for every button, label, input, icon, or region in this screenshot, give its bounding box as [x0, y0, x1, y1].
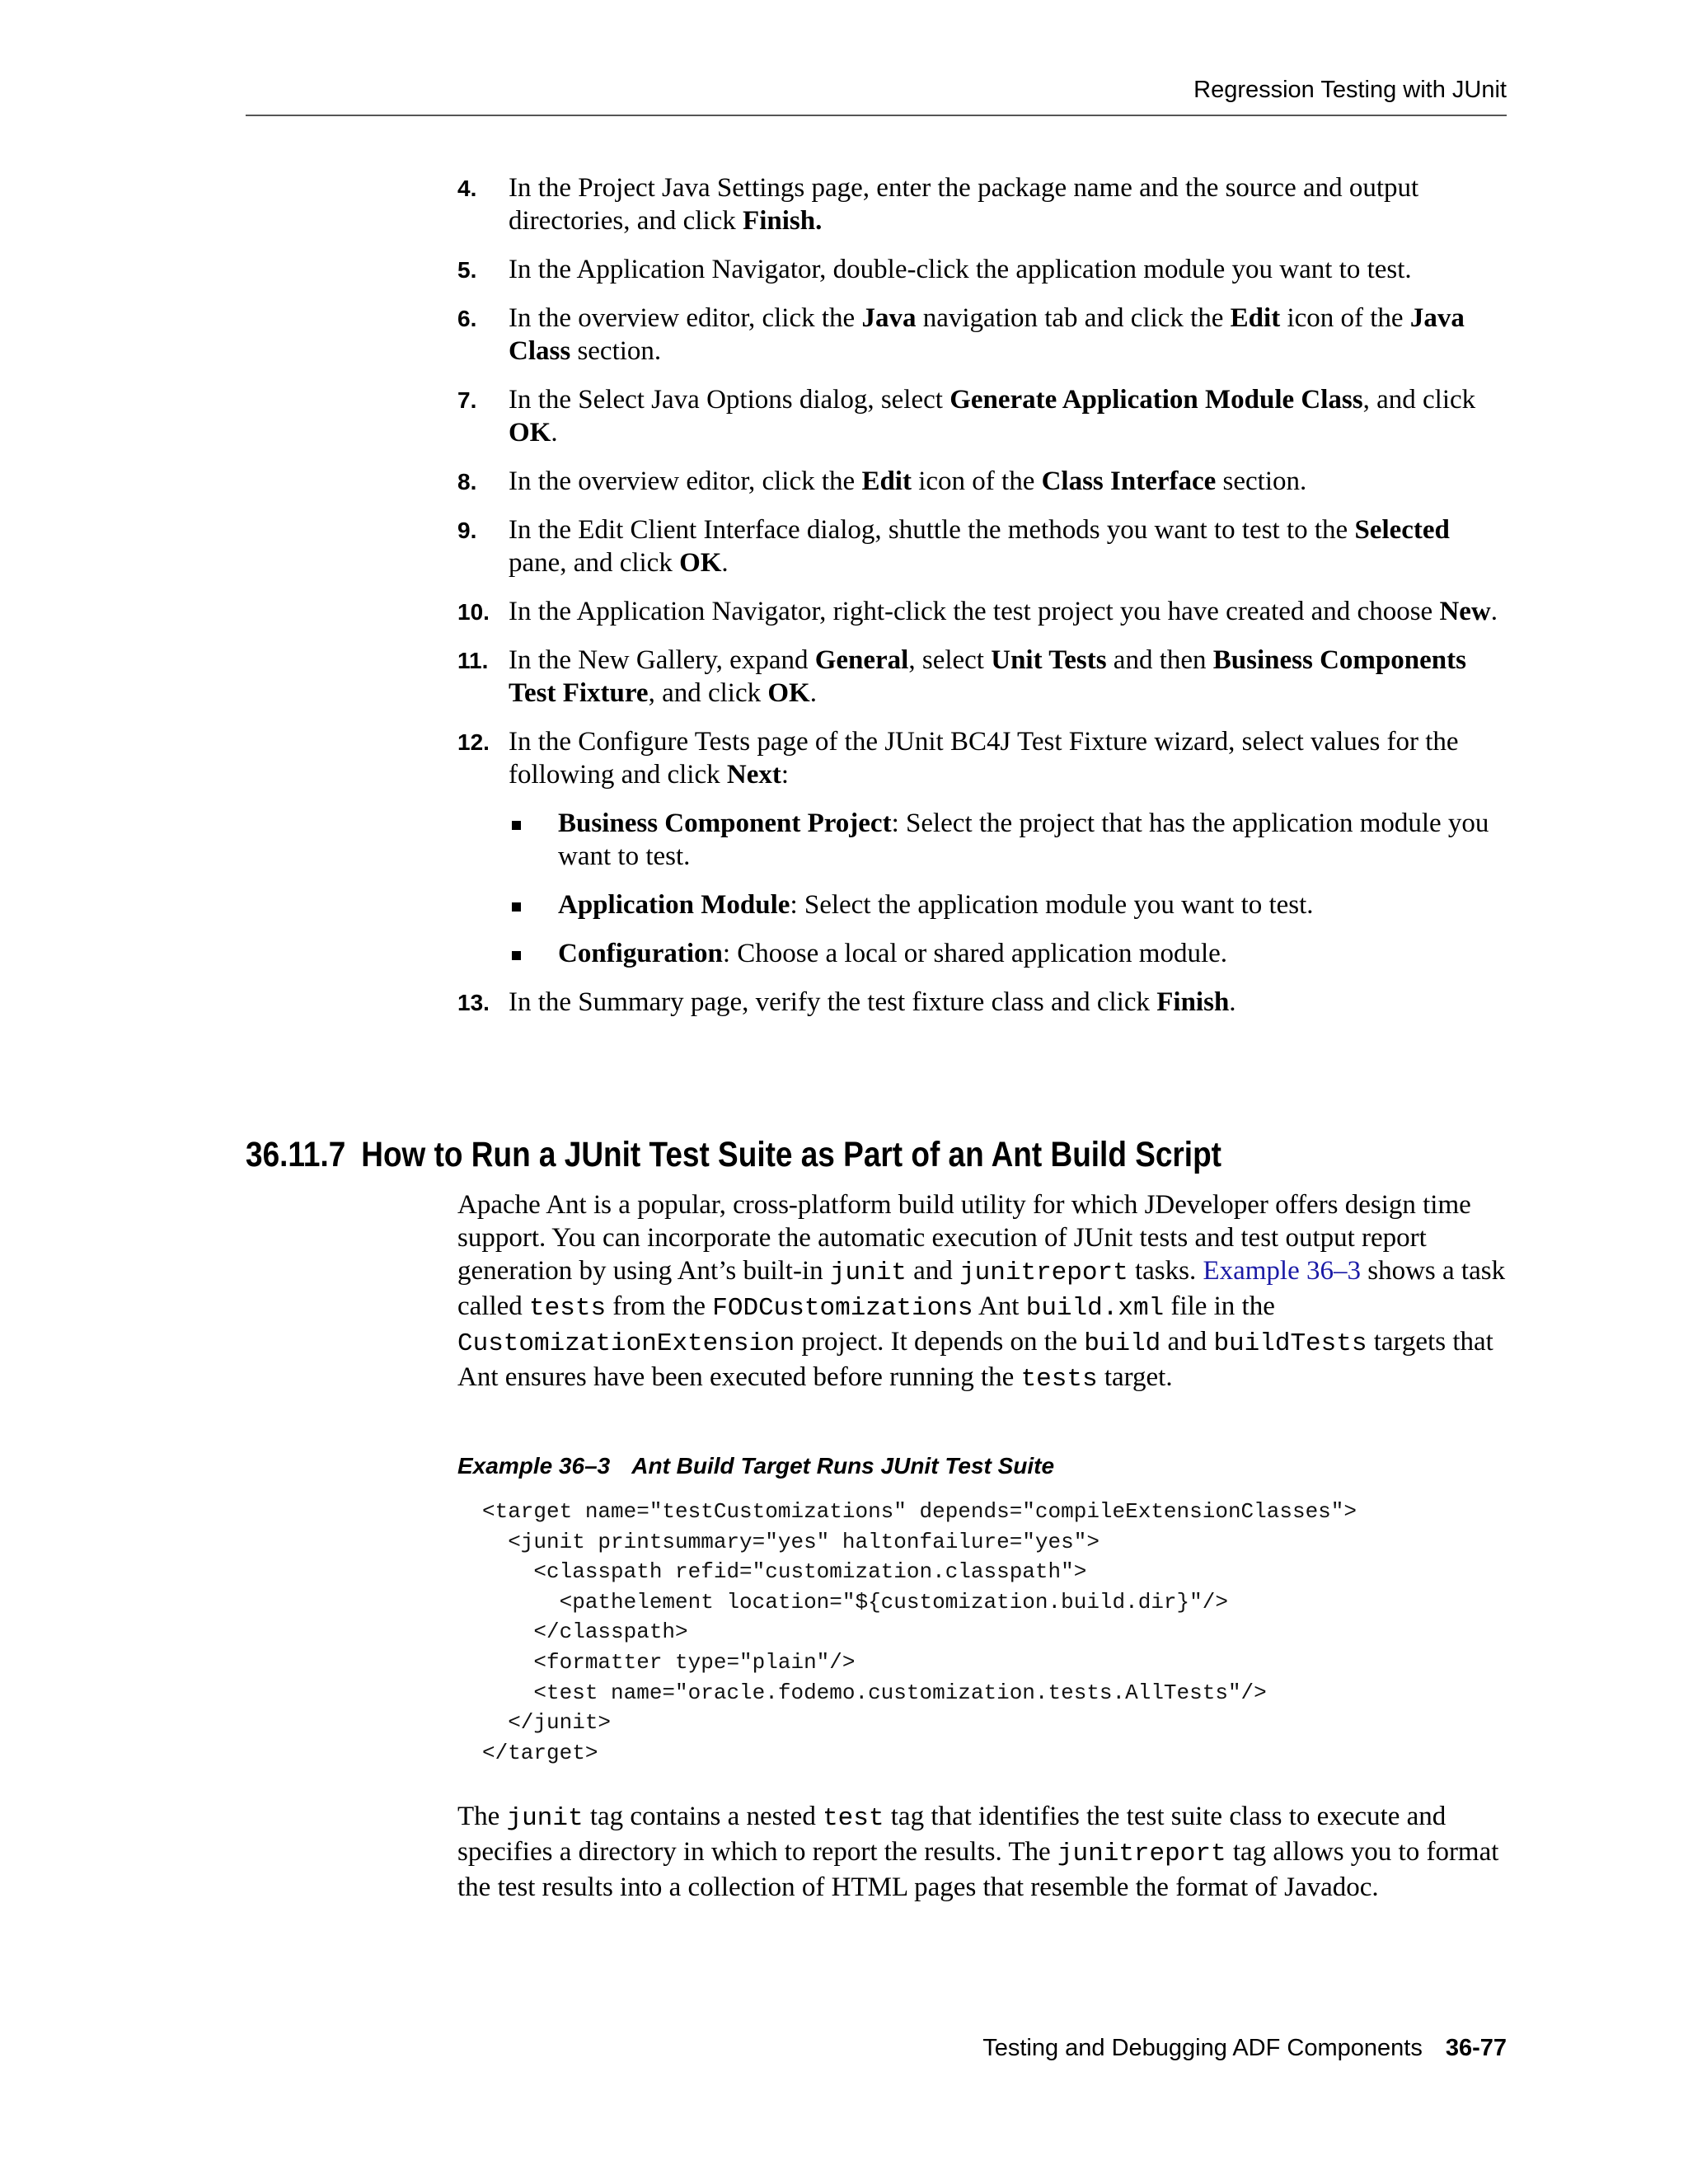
text-run: Ant	[973, 1291, 1026, 1321]
bold-term: OK	[509, 418, 551, 448]
step-text	[509, 303, 1465, 366]
step-item	[457, 725, 1512, 970]
section-title: How to Run a JUnit Test Suite as Part of an Ant Build Script	[361, 1135, 1221, 1174]
step-item	[457, 465, 1512, 498]
step-number: 6.	[457, 306, 477, 331]
text-run: from the	[606, 1291, 713, 1321]
text-run: and	[1160, 1327, 1214, 1357]
bold-term: Finish	[1156, 987, 1230, 1017]
text-run: icon of the	[911, 466, 1042, 496]
text-run: In the Application Navigator, double-click the application module you want to test.	[509, 255, 1412, 284]
step-number: 11.	[457, 648, 489, 673]
bullet-item	[509, 807, 1512, 873]
text-run: .	[809, 678, 817, 708]
bullet-text	[558, 808, 1489, 871]
text-run: In the Summary page, verify the test fixture class and click	[509, 987, 1157, 1017]
text-run: In the overview editor, click the	[509, 303, 862, 333]
step-text	[509, 597, 1498, 626]
example-title	[457, 1452, 1054, 1480]
text-run: In the Select Java Options dialog, select	[509, 385, 950, 415]
step-text	[509, 987, 1236, 1017]
step-number: 4.	[457, 176, 477, 201]
example-number: Example 36–3	[457, 1453, 611, 1479]
inline-code: junit	[506, 1804, 584, 1833]
inline-code: junit	[829, 1258, 907, 1287]
text-run: and then	[1106, 645, 1213, 675]
code-line: <test name="oracle.fodemo.customization.tests.AllTests"/>	[482, 1680, 1267, 1705]
step-number: 12.	[457, 729, 490, 755]
square-bullet-icon	[512, 902, 521, 912]
text-run: , and click	[648, 678, 768, 708]
square-bullet-icon	[512, 821, 521, 830]
step-text	[509, 645, 1466, 708]
inline-code: FODCustomizations	[712, 1294, 973, 1323]
text-run: .	[551, 418, 558, 448]
bold-term: Business Components Test Fixture	[509, 645, 1466, 708]
example-link[interactable]: Example 36–3	[1203, 1256, 1361, 1286]
step-item	[457, 302, 1512, 368]
bullet-text	[558, 890, 1314, 920]
text-run: : Choose a local or shared application module.	[722, 939, 1228, 968]
text-run: In the Project Java Settings page, enter the package name and the source and output directories, and click	[509, 173, 1419, 236]
step-text	[509, 466, 1306, 496]
text-run: .	[721, 548, 729, 578]
step-text	[509, 173, 1418, 236]
bold-term: OK	[767, 678, 810, 708]
text-run: project. It depends on the	[795, 1327, 1085, 1357]
bold-term: Next	[726, 760, 781, 790]
inline-code: tests	[1020, 1365, 1098, 1394]
step-text	[509, 727, 1459, 790]
step-number: 9.	[457, 518, 477, 543]
text-run: section.	[570, 336, 662, 366]
footer-title: Testing and Debugging ADF Components	[982, 2035, 1423, 2061]
code-line: <pathelement location="${customization.build.dir}"/>	[482, 1589, 1228, 1615]
bold-term: Java	[861, 303, 917, 333]
text-run: The	[457, 1802, 507, 1831]
step-number: 5.	[457, 257, 477, 283]
example-caption: Ant Build Target Runs JUnit Test Suite	[631, 1453, 1055, 1479]
bold-term: Business Component Project	[558, 808, 892, 838]
step-item	[457, 595, 1512, 628]
inline-code: buildTests	[1213, 1329, 1367, 1358]
footer	[246, 2034, 1507, 2062]
step-item	[457, 644, 1512, 710]
text-run: , select	[908, 645, 992, 675]
text-run: shows a task called	[457, 1256, 1506, 1321]
step-text	[509, 255, 1412, 284]
text-run: , and click	[1362, 385, 1476, 415]
procedure-steps	[457, 171, 1512, 1034]
text-run: pane, and click	[509, 548, 680, 578]
bullet-item	[509, 888, 1512, 921]
step-item	[457, 513, 1512, 579]
bullet-list	[509, 807, 1512, 970]
closing-paragraph	[457, 1800, 1521, 1904]
code-block	[482, 1497, 1357, 1768]
bullet-text	[558, 939, 1227, 968]
text-run: section.	[1216, 466, 1307, 496]
text-run: and	[906, 1256, 960, 1286]
bold-term: Configuration	[558, 939, 723, 968]
step-number: 13.	[457, 990, 490, 1015]
inline-code: test	[823, 1804, 884, 1833]
code-line: </junit>	[482, 1710, 612, 1736]
bold-term: Application Module	[558, 890, 790, 920]
step-text	[509, 385, 1475, 448]
text-run: .	[1490, 597, 1498, 626]
text-run: In the Configure Tests page of the JUnit BC4J Test Fixture wizard, select values for the following and click	[509, 727, 1459, 790]
bold-term: Generate Application Module Class	[950, 385, 1363, 415]
step-number: 8.	[457, 469, 477, 494]
bold-term: Java Class	[509, 303, 1465, 366]
text-run: In the Application Navigator, right-click the test project you have created and choose	[509, 597, 1440, 626]
page-number: 36-77	[1445, 2035, 1507, 2061]
code-line: <formatter type="plain"/>	[482, 1649, 856, 1675]
step-number: 10.	[457, 599, 490, 625]
step-text	[509, 515, 1450, 578]
inline-code: junitreport	[1057, 1840, 1226, 1868]
inline-code: CustomizationExtension	[457, 1329, 795, 1358]
text-run: tag contains a nested	[583, 1802, 823, 1831]
text-run: target.	[1097, 1362, 1173, 1392]
text-run: : Select the project that has the application module you want to test.	[558, 808, 1489, 871]
step-item	[457, 253, 1512, 286]
code-line: </classpath>	[482, 1619, 688, 1645]
text-run: targets that Ant ensures have been executed before running the	[457, 1327, 1493, 1392]
code-line: <target name="testCustomizations" depends="compileExtensionClasses">	[482, 1499, 1357, 1524]
header-rule	[246, 115, 1507, 116]
text-run: navigation tab and click the	[916, 303, 1231, 333]
inline-code: tests	[529, 1294, 607, 1323]
text-run: tag that identifies the test suite class to execute and specifies a directory in which to report the results. The	[457, 1802, 1447, 1867]
text-run: In the New Gallery, expand	[509, 645, 815, 675]
bold-term: Finish.	[743, 206, 823, 236]
code-line: </target>	[482, 1740, 598, 1765]
step-item	[457, 383, 1512, 449]
code-line: <classpath refid="customization.classpath">	[482, 1559, 1087, 1585]
section-heading	[246, 1134, 1337, 1175]
text-run: file in the	[1164, 1291, 1275, 1321]
bold-term: Unit Tests	[991, 645, 1107, 675]
intro-paragraph	[457, 1188, 1521, 1396]
text-run: tag allows you to format the test results into a collection of HTML pages that resemble the format of Javadoc.	[457, 1837, 1499, 1902]
step-item	[457, 986, 1512, 1019]
step-number: 7.	[457, 387, 477, 413]
square-bullet-icon	[512, 951, 521, 960]
bold-term: New	[1439, 597, 1491, 626]
bold-term: Class Interface	[1041, 466, 1217, 496]
bold-term: Edit	[1230, 303, 1281, 333]
bullet-item	[509, 937, 1512, 970]
step-item	[457, 171, 1512, 237]
running-header: Regression Testing with JUnit	[1193, 77, 1507, 103]
bold-term: General	[814, 645, 909, 675]
text-run: tasks.	[1128, 1256, 1203, 1286]
text-run: : Select the application module you want to test.	[790, 890, 1314, 920]
bold-term: Selected	[1354, 515, 1450, 545]
inline-code: build	[1084, 1329, 1161, 1358]
bold-term: OK	[679, 548, 722, 578]
section-number: 36.11.7	[246, 1135, 346, 1174]
text-run: Apache Ant is a popular, cross-platform build utility for which JDeveloper offers design time support. You can incorporate the automatic execution of JUnit tests and test output report generation by using Ant’s built-in	[457, 1190, 1471, 1286]
inline-code: junitreport	[959, 1258, 1128, 1287]
text-run: In the Edit Client Interface dialog, shuttle the methods you want to test to the	[509, 515, 1355, 545]
text-run: .	[1229, 987, 1236, 1017]
text-run: icon of the	[1280, 303, 1410, 333]
code-line: <junit printsummary="yes" haltonfailure="yes">	[482, 1529, 1100, 1554]
inline-code: build.xml	[1025, 1294, 1165, 1323]
text-run: In the overview editor, click the	[509, 466, 862, 496]
bold-term: Edit	[861, 466, 912, 496]
text-run: :	[781, 760, 789, 790]
